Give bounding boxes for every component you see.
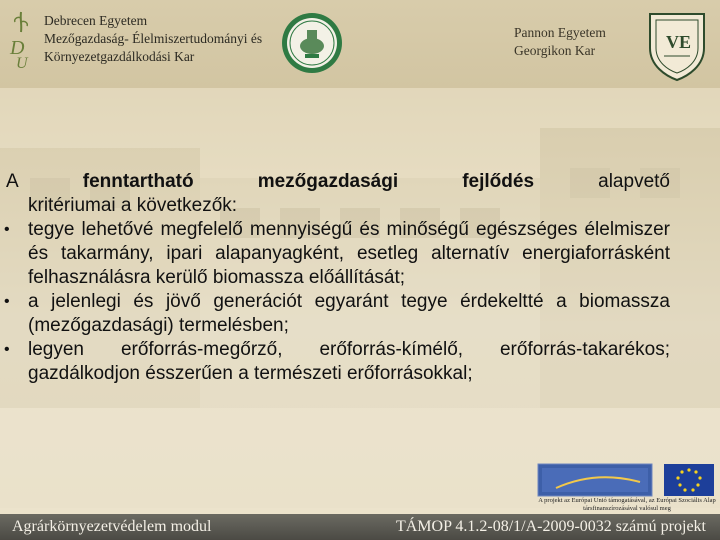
faculty-seal-logo: [281, 12, 343, 74]
svg-text:U: U: [16, 55, 28, 72]
debrecen-university-logo: [6, 10, 36, 72]
header-bar: [0, 0, 720, 88]
header-left-line: Mezőgazdaság- Élelmiszertudományi és: [44, 31, 263, 46]
module-title: Agrárkörnyezetvédelem modul: [12, 518, 212, 535]
main-text: [4, 170, 670, 386]
bullet-icon: •: [4, 341, 10, 358]
svg-text:D: D: [10, 37, 25, 59]
faculty-name-left: [44, 12, 262, 66]
list-item: [4, 218, 670, 290]
header-right-line: Georgikon Kar: [514, 43, 596, 58]
header-right-line: Pannon Egyetem: [514, 25, 606, 40]
funding-caption: A projekt az Európai Unió támogatásával, az Európai Szociális Alap társfinanszírozásával valósul meg: [538, 497, 716, 512]
intro-word: A: [6, 171, 19, 192]
footer-bar: [0, 514, 720, 540]
intro-continuation: kritériumai a következők:: [28, 195, 238, 216]
intro-line: [6, 170, 670, 194]
list-item: [4, 338, 670, 386]
intro-word-bold: fejlődés: [462, 171, 535, 192]
pannon-university-logo: [644, 8, 710, 82]
list-item: [4, 290, 670, 338]
faculty-name-right: [514, 24, 606, 60]
header-left-line: Debrecen Egyetem: [44, 13, 148, 28]
intro-word-bold: fenntartható: [82, 171, 194, 192]
project-id: TÁMOP 4.1.2-08/1/A-2009-0032 számú projekt: [395, 518, 706, 535]
list-item-text: legyen erőforrás-megőrző, erőforrás-kímélő, erőforrás-takarékos; gazdálkodjon ésszerűen a természeti erőforrásokkal;: [28, 339, 670, 384]
bullet-icon: •: [4, 293, 10, 310]
list-item-text: a jelenlegi és jövő generációt egyaránt tegye érdekeltté a biomassza (mezőgazdasági) termelésben;: [28, 291, 670, 336]
criteria-list: [4, 218, 670, 386]
header-left-line: Környezetgazdálkodási Kar: [44, 49, 195, 64]
intro-word: alapvető: [598, 171, 670, 192]
bullet-icon: •: [4, 221, 10, 238]
svg-text:VE: VE: [666, 32, 692, 52]
intro-word-bold: mezőgazdasági: [257, 171, 399, 192]
list-item-text: tegye lehetővé megfelelő mennyiségű és minőségű egészséges élelmiszer és takarmány, ipari alapanyagként, esetleg alternatív energiaforrásként felhasználásra kerülő biomassza előállítását;: [28, 219, 670, 288]
